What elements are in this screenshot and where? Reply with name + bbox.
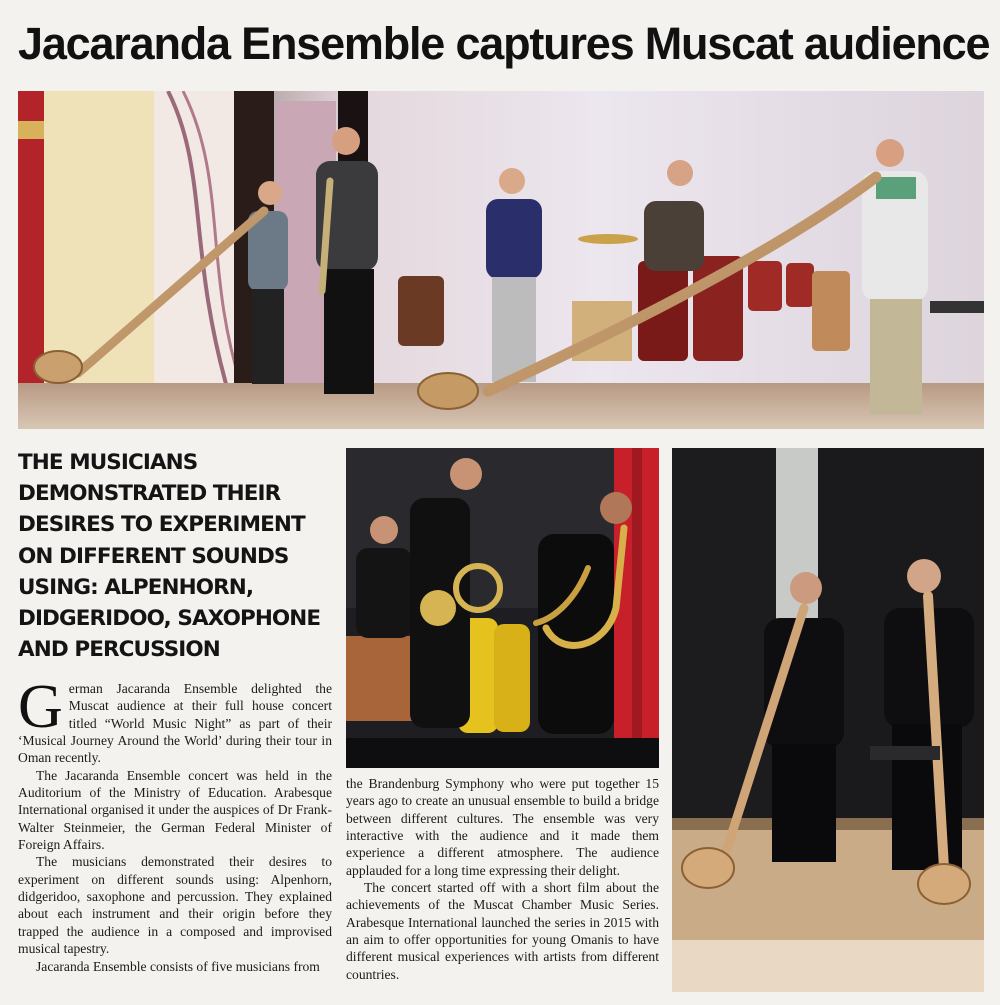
photo-alpenhorn-players bbox=[672, 448, 984, 992]
article-column-left bbox=[18, 673, 332, 975]
article-paragraph-6: The concert started off with a short film about the achievements of the Muscat Chamber Music Series. Arabesque International launched the series in 2015 with an aim to offer opportunities for young Omanis to have different musical experiences with artists from different countries. bbox=[346, 880, 659, 982]
article-paragraph-1-text: erman Jacaranda Ensemble delighted the Muscat audience at their full house concert titled “World Music Night” as part of their ‘Musical Journey Around the World’ during their tour in Oman recently. bbox=[18, 681, 332, 766]
article-column-middle bbox=[346, 775, 659, 983]
photo-horn-and-saxophone bbox=[346, 448, 659, 768]
article-paragraph-5: the Brandenburg Symphony who were put together 15 years ago to create an unusual ensemble to build a bridge between different cultures. The ensemble was very interactive with the audience and it made them experience a different atmosphere. The audience applauded for a long time expressing their delight. bbox=[346, 776, 659, 878]
article-paragraph-4: Jacaranda Ensemble consists of five musicians from bbox=[36, 958, 320, 974]
article-paragraph-2: The Jacaranda Ensemble concert was held in the Auditorium of the Ministry of Education. Arabesque International organised it under the auspices of Dr Frank-Walter Steinmeier, the German Federal Minister of Foreign Affairs. bbox=[18, 767, 332, 853]
article-paragraph-3: The musicians demonstrated their desires to experiment on different sounds using: Alpenhorn, didgeridoo, saxophone and percussion. They explained about each instrument and their origin before they trapped the audience in a composed and improvised musical tapestry. bbox=[18, 854, 332, 957]
headline: Jacaranda Ensemble captures Muscat audience bbox=[18, 18, 990, 69]
pull-quote: THE MUSICIANS DEMONSTRATED THEIR DESIRES TO EXPERIMENT ON DIFFERENT SOUNDS USING: ALPENHORN, DIDGERIDOO, SAXOPHONE AND PERCUSSION bbox=[18, 450, 321, 663]
article-paragraph-1 bbox=[18, 673, 332, 767]
photo-ensemble-on-stage bbox=[18, 91, 984, 429]
drop-cap: G bbox=[18, 673, 63, 741]
